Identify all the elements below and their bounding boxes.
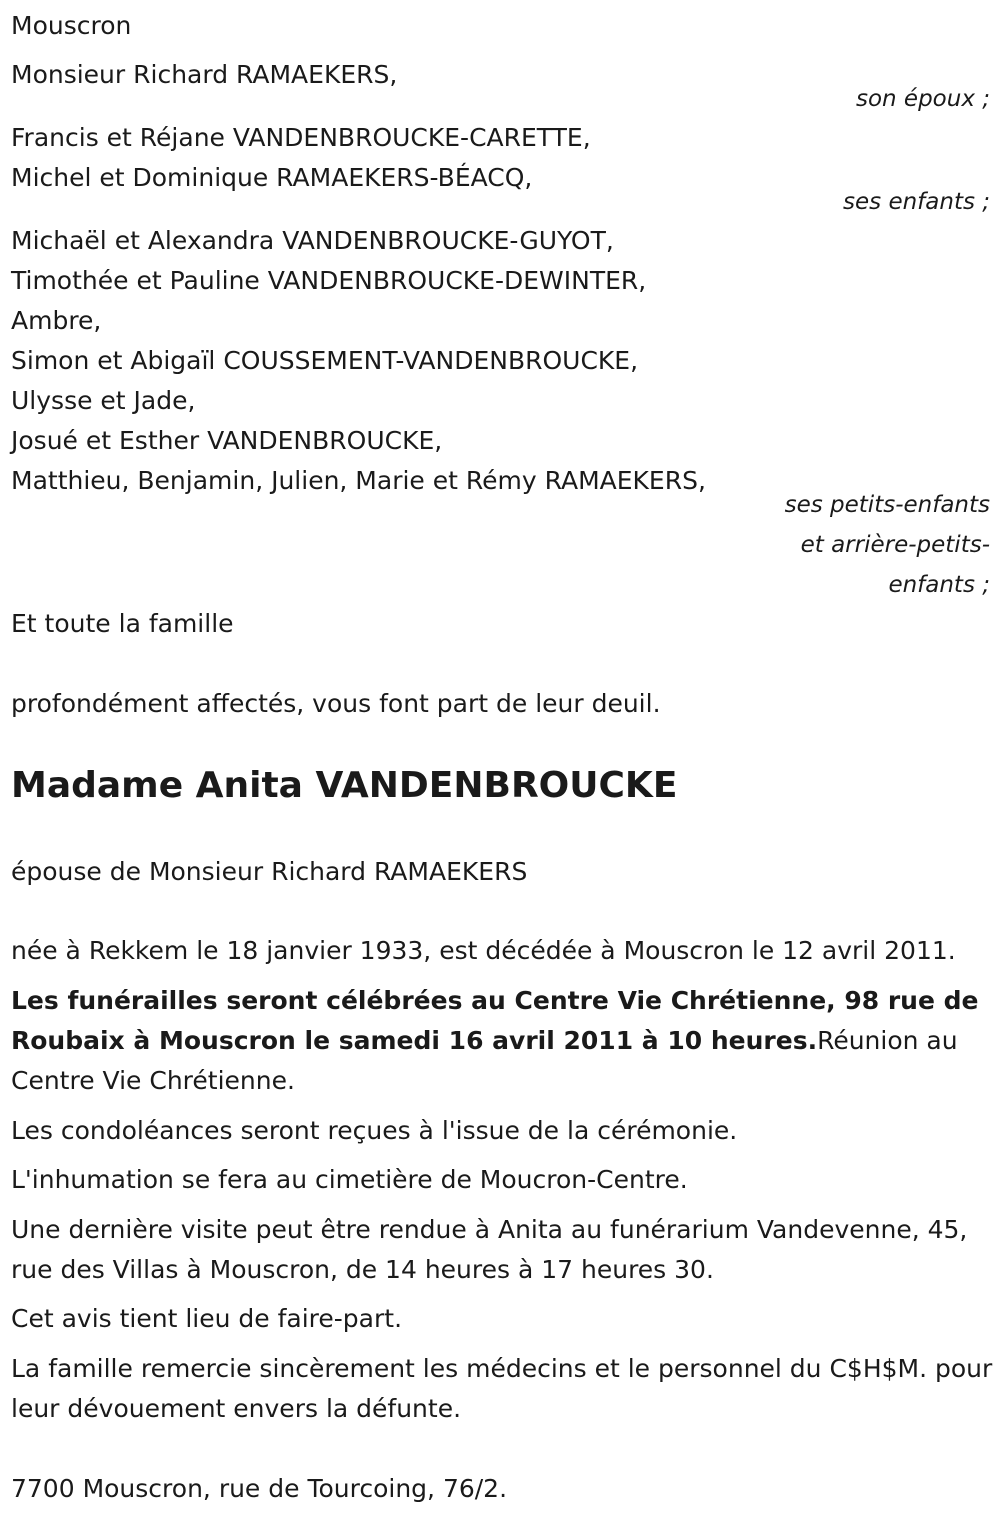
burial-line: L'inhumation se fera au cimetière de Moucron-Centre. (11, 1165, 688, 1194)
funeral-paragraph (11, 981, 991, 1101)
birth-death-line: née à Rekkem le 18 janvier 1933, est décédée à Mouscron le 12 avril 2011. (11, 936, 956, 965)
grandchild-name: Matthieu, Benjamin, Julien, Marie et Rémy RAMAEKERS, (11, 466, 706, 495)
family-line: Et toute la famille (11, 609, 234, 638)
funeral-bold-text: Les funérailles seront célébrées au Centre Vie Chrétienne, 98 rue de Roubaix à Mouscron le samedi 16 avril 2011 à 10 heures. (11, 986, 979, 1055)
deceased-name: Madame Anita VANDENBROUCKE (11, 765, 678, 806)
spouse-name: Monsieur Richard RAMAEKERS, (11, 60, 398, 89)
deceased-spouse-of: épouse de Monsieur Richard RAMAEKERS (11, 857, 528, 886)
grandchild-name: Ambre, (11, 306, 102, 335)
child-name: Francis et Réjane VANDENBROUCKE-CARETTE, (11, 123, 591, 152)
spouse-role: son époux ; (855, 86, 990, 112)
visit-paragraph: Une dernière visite peut être rendue à Anita au funérarium Vandevenne, 45, rue des Villas à Mouscron, de 14 heures à 17 heures 30. (11, 1215, 968, 1284)
grandchild-name: Timothée et Pauline VANDENBROUCKE-DEWINTER, (11, 266, 647, 295)
faire-part-line: Cet avis tient lieu de faire-part. (11, 1304, 403, 1333)
grandchildren-role-line: ses petits-enfants (784, 492, 990, 518)
address-line: 7700 Mouscron, rue de Tourcoing, 76/2. (11, 1474, 508, 1503)
funeral-regular-text: Réunion au Centre Vie Chrétienne. (11, 1026, 958, 1095)
grandchildren-role-line: enfants ; (888, 572, 990, 598)
city-header: Mouscron (11, 11, 132, 40)
children-role: ses enfants ; (843, 189, 990, 215)
grandchild-name: Josué et Esther VANDENBROUCKE, (11, 426, 443, 455)
grandchild-name: Michaël et Alexandra VANDENBROUCKE-GUYOT, (11, 226, 614, 255)
announcement-line: profondément affectés, vous font part de leur deuil. (11, 689, 661, 718)
child-name: Michel et Dominique RAMAEKERS-BÉACQ, (11, 163, 533, 192)
grandchild-name: Ulysse et Jade, (11, 386, 196, 415)
grandchildren-role-line: et arrière-petits- (800, 532, 990, 558)
thanks-paragraph: La famille remercie sincèrement les médecins et le personnel du C$H$M. pour leur dévouement envers la défunte. (11, 1354, 993, 1423)
condolences-line: Les condoléances seront reçues à l'issue de la cérémonie. (11, 1116, 738, 1145)
grandchild-name: Simon et Abigaïl COUSSEMENT-VANDENBROUCKE, (11, 346, 639, 375)
